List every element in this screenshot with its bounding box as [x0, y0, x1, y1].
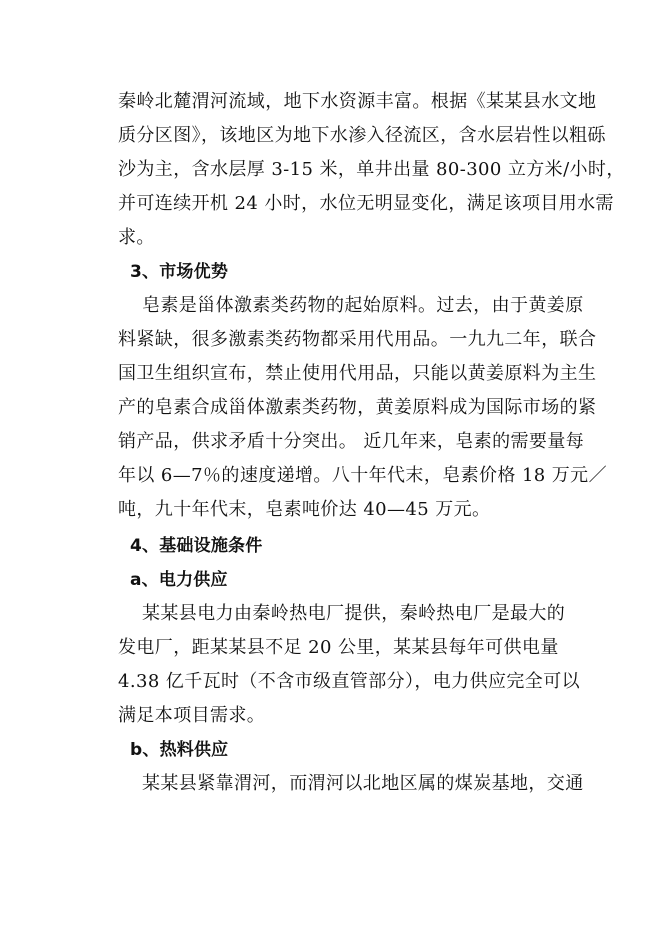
text-line: 料紧缺，很多激素类药物都采用代用品。一九九二年，联合: [118, 329, 597, 350]
text-line: 某某县紧靠渭河，而渭河以北地区属的煤炭基地，交通: [142, 773, 584, 794]
section-heading-market: 3、市场优势: [130, 262, 229, 282]
text-line: 销产品，供求矛盾十分突出。 近几年来，皂素的需要量每: [118, 431, 585, 452]
text-line: 国卫生组织宣布，禁止使用代用品，只能以黄姜原料为主生: [118, 363, 597, 384]
text-line: 并可连续开机 24 小时，水位无明显变化，满足该项目用水需: [118, 193, 614, 214]
text-line: 满足本项目需求。: [118, 705, 266, 726]
text-line: 秦岭北麓渭河流域，地下水资源丰富。根据《某某县水文地: [118, 91, 597, 112]
text-line: 皂素是甾体激素类药物的起始原料。过去，由于黄姜原: [142, 295, 584, 316]
subheading-heat: b、热料供应: [130, 740, 229, 760]
text-line: 产的皂素合成甾体激素类药物，黄姜原料成为国际市场的紧: [118, 397, 597, 418]
text-line: 质分区图》，该地区为地下水渗入径流区，含水层岩性以粗砾: [118, 125, 606, 146]
text-line: 吨，九十年代末，皂素吨价达 40—45 万元。: [118, 499, 491, 520]
text-line: 某某县电力由秦岭热电厂提供，秦岭热电厂是最大的: [142, 603, 566, 624]
section-heading-infrastructure: 4、基础设施条件: [130, 536, 263, 556]
subheading-power: a、电力供应: [130, 570, 228, 590]
text-line: 沙为主，含水层厚 3-15 米，单井出量 80-300 立方米/小时，: [118, 159, 625, 180]
text-line: 4.38 亿千瓦时（不含市级直管部分），电力供应完全可以: [118, 671, 580, 692]
text-line: 求。: [118, 227, 155, 248]
text-line: 年以 6—7％的速度递增。八十年代末，皂素价格 18 万元／: [118, 465, 607, 486]
text-line: 发电厂，距某某县不足 20 公里，某某县每年可供电量: [118, 637, 559, 658]
